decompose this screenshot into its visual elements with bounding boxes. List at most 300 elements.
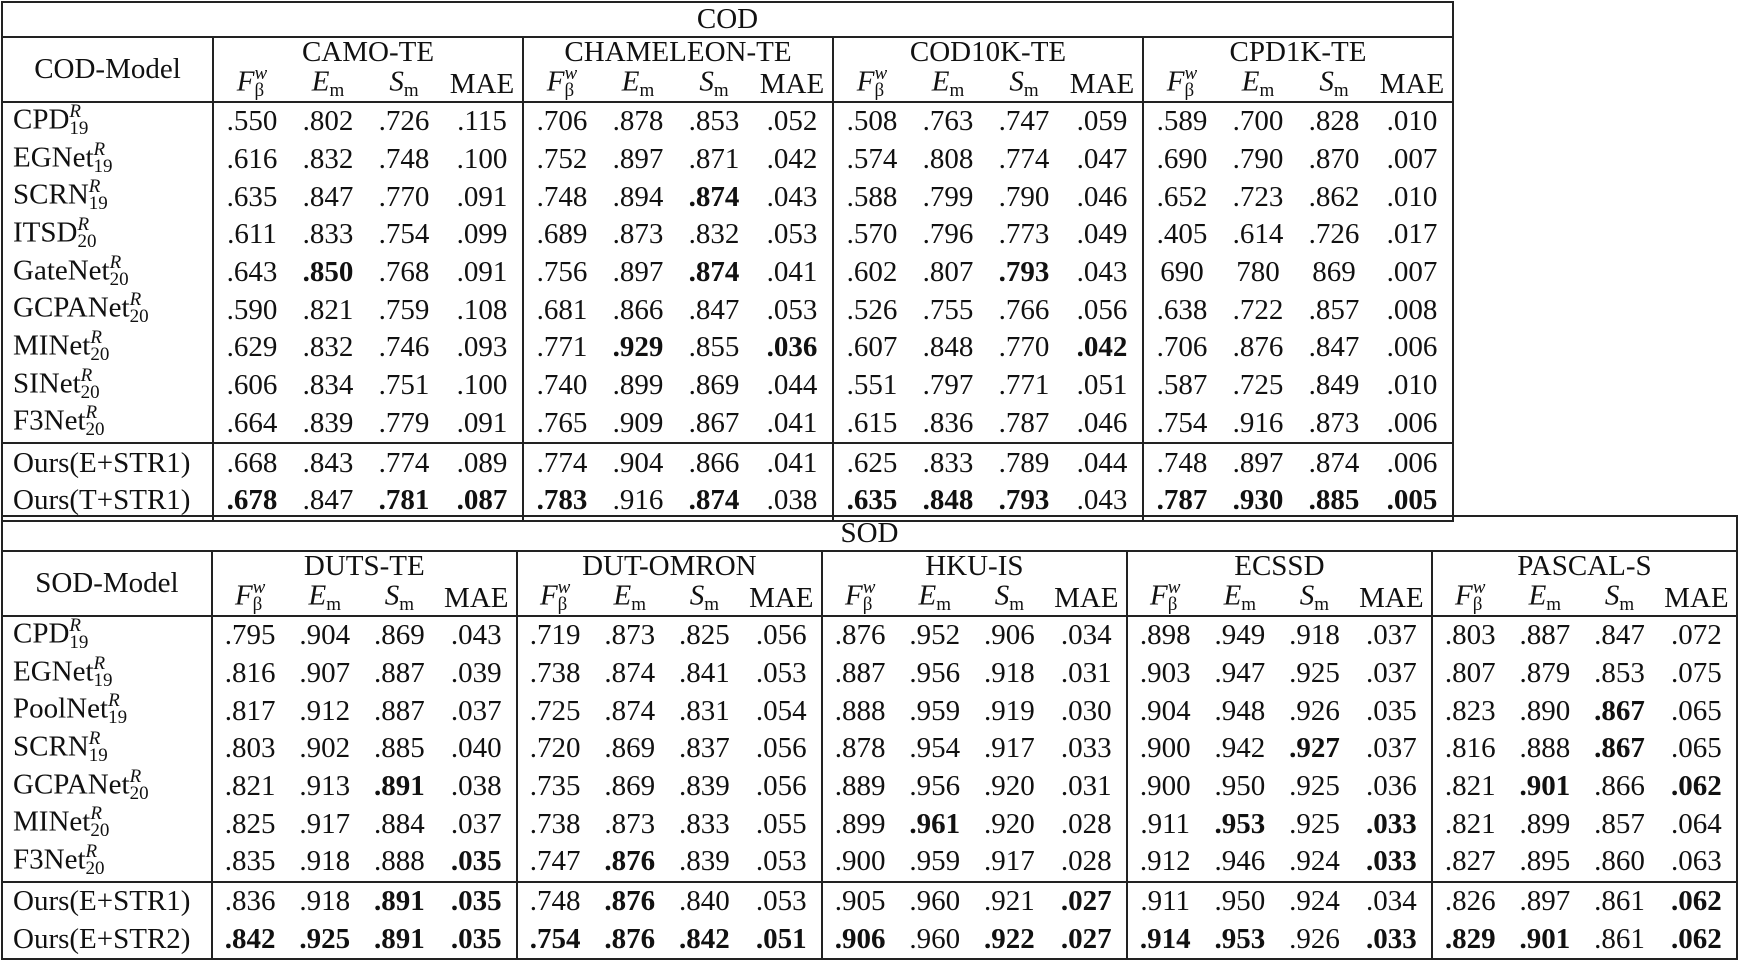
metric-value: .044 — [1062, 443, 1143, 482]
metric-value: .065 — [1657, 730, 1737, 768]
metric-value: .924 — [1289, 845, 1340, 878]
metric-value: .956 — [909, 770, 961, 803]
metric-value — [1582, 692, 1657, 730]
metric-header — [437, 581, 517, 616]
metric-value: .638 — [1156, 293, 1208, 326]
metric-header — [1277, 581, 1352, 616]
metric-value: .100 — [442, 141, 523, 179]
metric-value: .059 — [1062, 102, 1143, 141]
best-value: .635 — [846, 484, 898, 517]
metric-value: .898 — [1139, 619, 1191, 652]
metric-value: .869 — [604, 732, 656, 765]
script-stack — [129, 765, 149, 804]
metric-value: .847 — [302, 180, 354, 213]
metric-value: .917 — [984, 845, 1035, 878]
metric-value: .873 — [604, 807, 656, 840]
metric-header — [1062, 67, 1143, 102]
metric-symbol: F — [1455, 579, 1473, 612]
metric-value: .756 — [536, 256, 588, 289]
metric-value: .902 — [299, 732, 351, 765]
best-value: .062 — [1671, 770, 1722, 803]
metric-header — [1372, 67, 1453, 102]
model-name-cell — [2, 805, 212, 843]
dataset-header: CHAMELEON-TE — [523, 37, 833, 67]
metric-value: .888 — [1519, 732, 1571, 765]
best-value: .035 — [450, 885, 502, 918]
metric-value: .550 — [226, 105, 278, 138]
model-name: Ours(T+STR1) — [13, 484, 191, 517]
metric-symbol: F — [1149, 579, 1168, 612]
metric-value: .860 — [1594, 845, 1645, 878]
metric-value: .055 — [742, 805, 822, 843]
metric-value: 780 — [1236, 256, 1280, 289]
superscript: R — [109, 251, 122, 273]
metric-value: .748 — [536, 180, 588, 213]
superscript: R — [93, 652, 106, 674]
metric-value: .774 — [366, 443, 442, 482]
metric-value: .053 — [742, 655, 822, 693]
metric-value: .787 — [998, 406, 1050, 439]
best-value: .033 — [1365, 922, 1417, 955]
metric-value: .807 — [1444, 657, 1496, 690]
metric-value: .906 — [984, 619, 1035, 652]
subscript: β — [1472, 594, 1483, 615]
metric-header — [517, 577, 593, 616]
metric-value: .952 — [909, 619, 961, 652]
subscript: 19 — [93, 155, 113, 177]
metric-value: .746 — [378, 331, 430, 364]
model-name: SINet — [13, 367, 81, 400]
metric-header — [592, 581, 667, 616]
best-value: .914 — [1139, 922, 1191, 955]
best-value: .930 — [1232, 484, 1284, 517]
metric-value — [1203, 921, 1278, 960]
metric-symbol: S — [994, 579, 1010, 612]
metric-value — [1352, 921, 1432, 960]
metric-value: .405 — [1156, 218, 1208, 251]
metric-value: .839 — [679, 845, 730, 878]
model-name: MINet — [13, 805, 91, 838]
best-value: .062 — [1671, 885, 1722, 918]
metric-value: .857 — [1594, 807, 1645, 840]
metric-value: .918 — [984, 657, 1035, 690]
metric-value: .816 — [1444, 732, 1496, 765]
subscript: 19 — [69, 631, 89, 653]
dataset-header: DUTS-TE — [212, 551, 517, 581]
best-value: .901 — [1519, 922, 1571, 955]
metric-value: .668 — [213, 443, 290, 482]
metric-value — [437, 921, 517, 960]
best-value: .042 — [1076, 331, 1128, 364]
script-stack — [565, 65, 578, 99]
metric-header — [910, 67, 986, 102]
best-value: .035 — [450, 845, 502, 878]
script-stack — [1185, 65, 1198, 99]
metric-value: .091 — [442, 254, 523, 292]
metric-value: .866 — [676, 443, 752, 482]
metric-value: .053 — [742, 843, 822, 882]
metric-value: .726 — [1308, 218, 1360, 251]
best-value: .874 — [688, 484, 740, 517]
metric-value: .588 — [846, 180, 898, 213]
metric-value: .870 — [1308, 143, 1360, 176]
metric-symbol: MAE — [1054, 581, 1119, 614]
metric-value: .840 — [667, 882, 742, 921]
model-name: F3Net — [13, 843, 86, 876]
best-value: .885 — [1308, 484, 1360, 517]
metric-value — [362, 921, 437, 960]
model-name-cell — [2, 402, 213, 444]
metric-value: .905 — [822, 882, 898, 921]
metric-value: .878 — [834, 732, 886, 765]
metric-value — [592, 882, 667, 921]
metric-value: .821 — [224, 770, 276, 803]
metric-value — [1508, 768, 1583, 806]
metric-value: .033 — [1047, 730, 1127, 768]
subscript: m — [403, 80, 419, 101]
metric-value: .867 — [688, 406, 740, 439]
superscript: w — [1167, 577, 1181, 598]
metric-value: .909 — [612, 406, 664, 439]
script-stack — [404, 65, 419, 99]
metric-value: .890 — [1519, 694, 1571, 727]
best-value: .953 — [1214, 922, 1266, 955]
script-stack — [875, 65, 888, 99]
dataset-header: CPD1K-TE — [1143, 37, 1453, 67]
metric-value: .755 — [922, 293, 974, 326]
script-stack — [631, 579, 646, 613]
metric-value: 690 — [1160, 256, 1204, 289]
metric-value: .807 — [922, 256, 974, 289]
metric-value: .918 — [299, 845, 351, 878]
metric-value: .056 — [742, 730, 822, 768]
metric-symbol: E — [918, 579, 937, 612]
subscript: 20 — [77, 230, 97, 252]
script-stack — [93, 652, 113, 691]
metric-value: .959 — [909, 694, 961, 727]
subscript: m — [1314, 594, 1330, 615]
table-row — [2, 405, 1453, 444]
metric-value: .056 — [742, 768, 822, 806]
table-row — [2, 141, 1453, 179]
model-name: PoolNet — [13, 692, 109, 725]
metric-value: .747 — [998, 105, 1050, 138]
metric-symbol: S — [389, 65, 404, 98]
metric-symbol: F — [546, 65, 565, 98]
metric-symbol: MAE — [1664, 581, 1729, 614]
metric-value: .720 — [529, 732, 581, 765]
script-stack — [1241, 579, 1256, 613]
metric-header — [1657, 581, 1737, 616]
best-value: .922 — [984, 922, 1035, 955]
metric-symbol: F — [234, 579, 253, 612]
cod-results-table — [1, 1, 1454, 522]
metric-value: .912 — [299, 694, 351, 727]
table-row — [2, 443, 1453, 482]
metric-value: .689 — [536, 218, 588, 251]
metric-value: .921 — [972, 882, 1047, 921]
script-stack — [69, 614, 89, 653]
metric-value: .010 — [1372, 102, 1453, 141]
subscript: 19 — [88, 193, 108, 215]
metric-value: .034 — [1047, 616, 1127, 655]
metric-value: .010 — [1372, 367, 1453, 405]
metric-symbol: S — [689, 579, 705, 612]
table-row — [2, 616, 1737, 655]
metric-value: .766 — [998, 293, 1050, 326]
metric-value: .946 — [1214, 845, 1266, 878]
dataset-header: ECSSD — [1127, 551, 1432, 581]
metric-value: .099 — [442, 216, 523, 254]
model-name: ITSD — [13, 216, 78, 249]
metric-header — [986, 67, 1062, 102]
metric-value: .551 — [846, 369, 898, 402]
metric-value: .869 — [374, 619, 425, 652]
script-stack — [558, 579, 571, 613]
metric-header — [667, 581, 742, 616]
table-row — [2, 882, 1737, 921]
metric-value: .839 — [302, 406, 354, 439]
subscript: 19 — [108, 707, 128, 729]
metric-value: .053 — [752, 216, 833, 254]
metric-value: .823 — [1444, 694, 1496, 727]
model-name: EGNet — [13, 141, 94, 174]
metric-value: .091 — [442, 405, 523, 444]
subscript: β — [862, 594, 873, 615]
metric-value — [437, 843, 517, 882]
metric-value: .918 — [287, 882, 362, 921]
table-row — [2, 768, 1737, 806]
model-name-cell — [2, 727, 212, 768]
superscript: R — [129, 289, 142, 311]
metric-header — [366, 67, 442, 102]
metric-value: .874 — [604, 657, 656, 690]
metric-value: .041 — [752, 443, 833, 482]
metric-value: .797 — [922, 369, 974, 402]
script-stack — [90, 326, 110, 365]
table-row — [2, 843, 1737, 882]
metric-value: .725 — [529, 694, 581, 727]
metric-value: .960 — [897, 921, 972, 960]
metric-value: .869 — [688, 369, 740, 402]
sod-results-table — [1, 515, 1738, 960]
metric-value: .837 — [679, 732, 730, 765]
subscript: m — [704, 594, 720, 615]
metric-value: .752 — [536, 143, 588, 176]
metric-value — [1062, 329, 1143, 367]
metric-value: .925 — [1289, 807, 1340, 840]
metric-value: .833 — [302, 218, 354, 251]
metric-value: .888 — [834, 694, 886, 727]
metric-value: .064 — [1657, 805, 1737, 843]
best-value: .891 — [374, 770, 425, 803]
metric-symbol: F — [844, 579, 863, 612]
metric-value: .008 — [1372, 291, 1453, 329]
metric-value: .643 — [226, 256, 278, 289]
model-name-cell — [2, 178, 213, 216]
metric-value: .038 — [752, 482, 833, 521]
superscript: R — [108, 690, 120, 712]
metric-value: .817 — [224, 694, 276, 727]
script-stack — [108, 690, 128, 729]
metric-symbol: E — [1528, 579, 1547, 612]
superscript: R — [77, 213, 90, 235]
best-value: .051 — [755, 922, 807, 955]
metric-header — [833, 63, 910, 102]
metric-value — [1352, 843, 1432, 882]
metric-header — [897, 581, 972, 616]
metric-value: .887 — [1519, 619, 1571, 652]
metric-value: .616 — [226, 143, 278, 176]
metric-value: .926 — [1277, 921, 1352, 960]
metric-header — [1508, 581, 1583, 616]
metric-value: .790 — [1232, 143, 1284, 176]
metric-value: .835 — [224, 845, 276, 878]
subscript: m — [326, 594, 342, 615]
metric-value: .590 — [226, 293, 278, 326]
metric-symbol: S — [1299, 579, 1315, 612]
model-name: CPD — [13, 617, 70, 650]
subscript: 20 — [129, 306, 149, 328]
metric-value: .949 — [1214, 619, 1266, 652]
subscript: m — [399, 594, 415, 615]
metric-value: .037 — [1352, 655, 1432, 693]
metric-value: .748 — [517, 882, 593, 921]
table-row — [2, 216, 1453, 254]
superscript: R — [88, 727, 101, 749]
metric-value: .007 — [1372, 254, 1453, 292]
metric-value: .836 — [922, 406, 974, 439]
metric-value: .611 — [227, 218, 277, 251]
metric-value: .031 — [1047, 655, 1127, 693]
metric-value: .719 — [529, 619, 581, 652]
subscript: 19 — [88, 744, 108, 766]
section-title-row — [2, 2, 1453, 37]
metric-value — [362, 768, 437, 806]
metric-value: .043 — [752, 178, 833, 216]
metric-value — [752, 329, 833, 367]
metric-value — [897, 805, 972, 843]
metric-header — [1143, 63, 1220, 102]
subscript: 20 — [109, 268, 129, 290]
metric-value: .873 — [604, 619, 656, 652]
metric-value: .869 — [604, 770, 656, 803]
metric-header — [213, 63, 290, 102]
metric-value: .735 — [529, 770, 581, 803]
metric-header-row — [2, 67, 1453, 102]
script-stack — [90, 803, 110, 842]
metric-symbol: MAE — [444, 581, 509, 614]
subscript: 20 — [85, 857, 105, 879]
dataset-header: DUT-OMRON — [517, 551, 822, 581]
superscript: w — [874, 63, 888, 84]
metric-value: .861 — [1582, 882, 1657, 921]
script-stack — [714, 65, 729, 99]
metric-value: .779 — [378, 406, 430, 439]
superscript: R — [129, 765, 142, 787]
best-value: .876 — [604, 922, 656, 955]
subscript: m — [1241, 594, 1257, 615]
metric-value: .904 — [1139, 694, 1191, 727]
metric-value: .754 — [1156, 406, 1208, 439]
metric-value: .047 — [1062, 141, 1143, 179]
metric-value: .770 — [998, 331, 1050, 364]
metric-value — [212, 921, 288, 960]
metric-symbol: MAE — [1359, 581, 1424, 614]
script-stack — [80, 364, 100, 403]
metric-value: .918 — [1289, 619, 1340, 652]
model-name: Ours(E+STR1) — [13, 885, 191, 918]
metric-value — [1277, 730, 1352, 768]
metric-value — [517, 921, 593, 960]
metric-value: .589 — [1156, 105, 1208, 138]
metric-value: .773 — [998, 218, 1050, 251]
metric-value: .049 — [1062, 216, 1143, 254]
metric-value — [362, 882, 437, 921]
subscript: 20 — [90, 343, 110, 365]
script-stack — [1334, 65, 1349, 99]
metric-value: .847 — [290, 482, 366, 521]
metric-value — [287, 921, 362, 960]
metric-value: .075 — [1657, 655, 1737, 693]
model-name-cell — [2, 326, 213, 367]
best-value: .925 — [299, 922, 351, 955]
metric-value: .808 — [922, 143, 974, 176]
best-value: .787 — [1156, 484, 1208, 517]
metric-value: .789 — [986, 443, 1062, 482]
script-stack — [1009, 579, 1024, 613]
metric-value: .681 — [536, 293, 588, 326]
section-title: SOD — [2, 516, 1737, 551]
superscript: w — [564, 63, 578, 84]
model-column-header: COD-Model — [2, 37, 213, 102]
script-stack — [77, 213, 97, 252]
script-stack — [704, 579, 719, 613]
model-name: GateNet — [13, 254, 110, 287]
metric-value: .072 — [1657, 616, 1737, 655]
metric-header — [1582, 581, 1657, 616]
metric-value: .887 — [374, 657, 425, 690]
superscript: R — [69, 100, 82, 122]
metric-value: .876 — [1232, 331, 1284, 364]
metric-value — [1047, 921, 1127, 960]
metric-symbol: F — [539, 579, 558, 612]
metric-value: .871 — [688, 143, 740, 176]
subscript: m — [936, 594, 952, 615]
metric-value: .056 — [742, 616, 822, 655]
metric-value: .051 — [1062, 367, 1143, 405]
best-value: .901 — [1519, 770, 1571, 803]
metric-value: .900 — [1139, 732, 1191, 765]
metric-value: .956 — [909, 657, 961, 690]
best-value: .036 — [766, 331, 818, 364]
metric-value: .774 — [523, 443, 600, 482]
best-value: .062 — [1671, 922, 1722, 955]
metric-value: .115 — [442, 102, 523, 141]
best-value: .891 — [374, 922, 425, 955]
subscript: β — [1167, 594, 1178, 615]
metric-value: .044 — [752, 367, 833, 405]
superscript: R — [80, 364, 93, 386]
subscript: β — [564, 80, 575, 101]
subscript: β — [874, 80, 885, 101]
metric-header — [972, 581, 1047, 616]
metric-value: .841 — [679, 657, 730, 690]
metric-value — [600, 329, 676, 367]
metric-value: .040 — [437, 730, 517, 768]
metric-value: .959 — [909, 845, 961, 878]
metric-value: .825 — [224, 807, 276, 840]
